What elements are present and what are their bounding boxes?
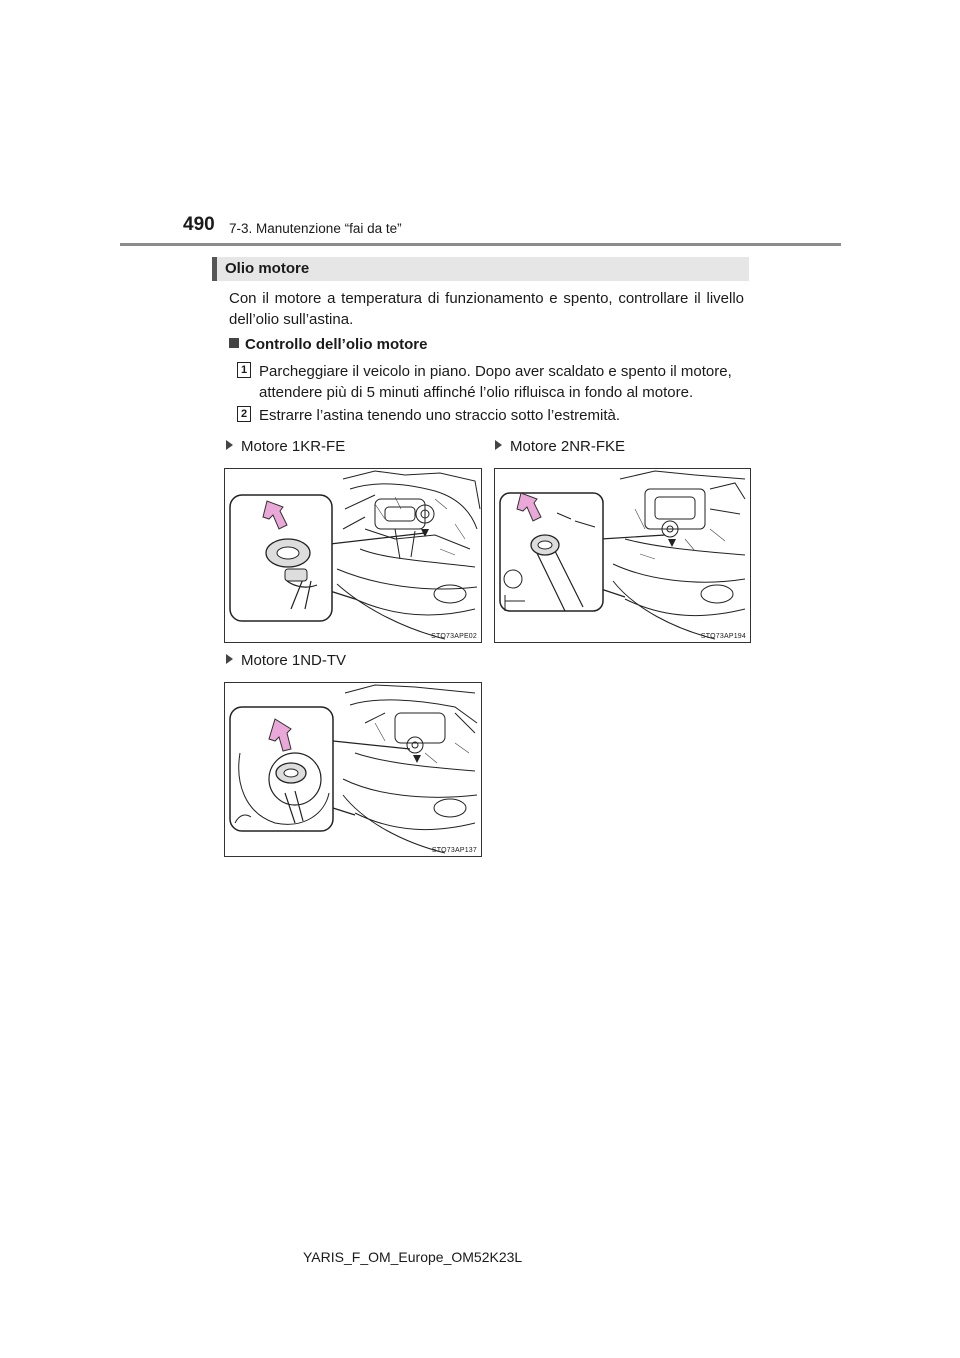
engine-label-2nr: Motore 2NR-FKE bbox=[495, 438, 625, 455]
figure-code: STO73APE02 bbox=[431, 633, 477, 640]
engine-label-1nd: Motore 1ND-TV bbox=[226, 652, 346, 669]
square-bullet-icon bbox=[229, 338, 239, 348]
engine-illustration bbox=[495, 469, 750, 642]
section-header bbox=[212, 257, 749, 281]
section-header-bar bbox=[212, 257, 217, 281]
dipstick-location-icon bbox=[413, 755, 421, 763]
subheading-text: Controllo dell’olio motore bbox=[245, 336, 428, 353]
engine-label-1kr: Motore 1KR-FE bbox=[226, 438, 345, 455]
figure-code: STO73AP194 bbox=[700, 633, 746, 640]
page-number: 490 bbox=[183, 214, 215, 235]
step-number-icon: 1 bbox=[237, 362, 251, 378]
intro-paragraph: Con il motore a temperatura di funzionamento e spento, controllare il livello dell’olio sull’astina. bbox=[229, 290, 744, 328]
subheading bbox=[229, 336, 428, 353]
figure-code: STO73AP137 bbox=[431, 847, 477, 854]
step-2-text: Estrarre l’astina tenendo uno straccio sotto l’estremità. bbox=[259, 407, 621, 424]
engine-illustration bbox=[225, 469, 481, 642]
figure-1nd-tv bbox=[224, 682, 482, 857]
section-path: 7-3. Manutenzione “fai da te” bbox=[229, 221, 402, 236]
footer-doc-id: YARIS_F_OM_Europe_OM52K23L bbox=[303, 1249, 523, 1265]
step-number-icon: 2 bbox=[237, 406, 251, 422]
header-rule bbox=[120, 243, 841, 246]
engine-illustration bbox=[225, 683, 481, 856]
section-title: Olio motore bbox=[225, 260, 310, 277]
step-1-text: Parcheggiare il veicolo in piano. Dopo aver scaldato e spento il motore, attendere più di 5 minuti affinché l’olio rifluisca in fondo al motore. bbox=[259, 363, 732, 401]
figure-1kr-fe bbox=[224, 468, 482, 643]
dipstick-location-icon bbox=[668, 539, 676, 547]
figure-2nr-fke bbox=[494, 468, 751, 643]
triangle-bullet-icon bbox=[226, 440, 233, 450]
triangle-bullet-icon bbox=[226, 654, 233, 664]
triangle-bullet-icon bbox=[495, 440, 502, 450]
